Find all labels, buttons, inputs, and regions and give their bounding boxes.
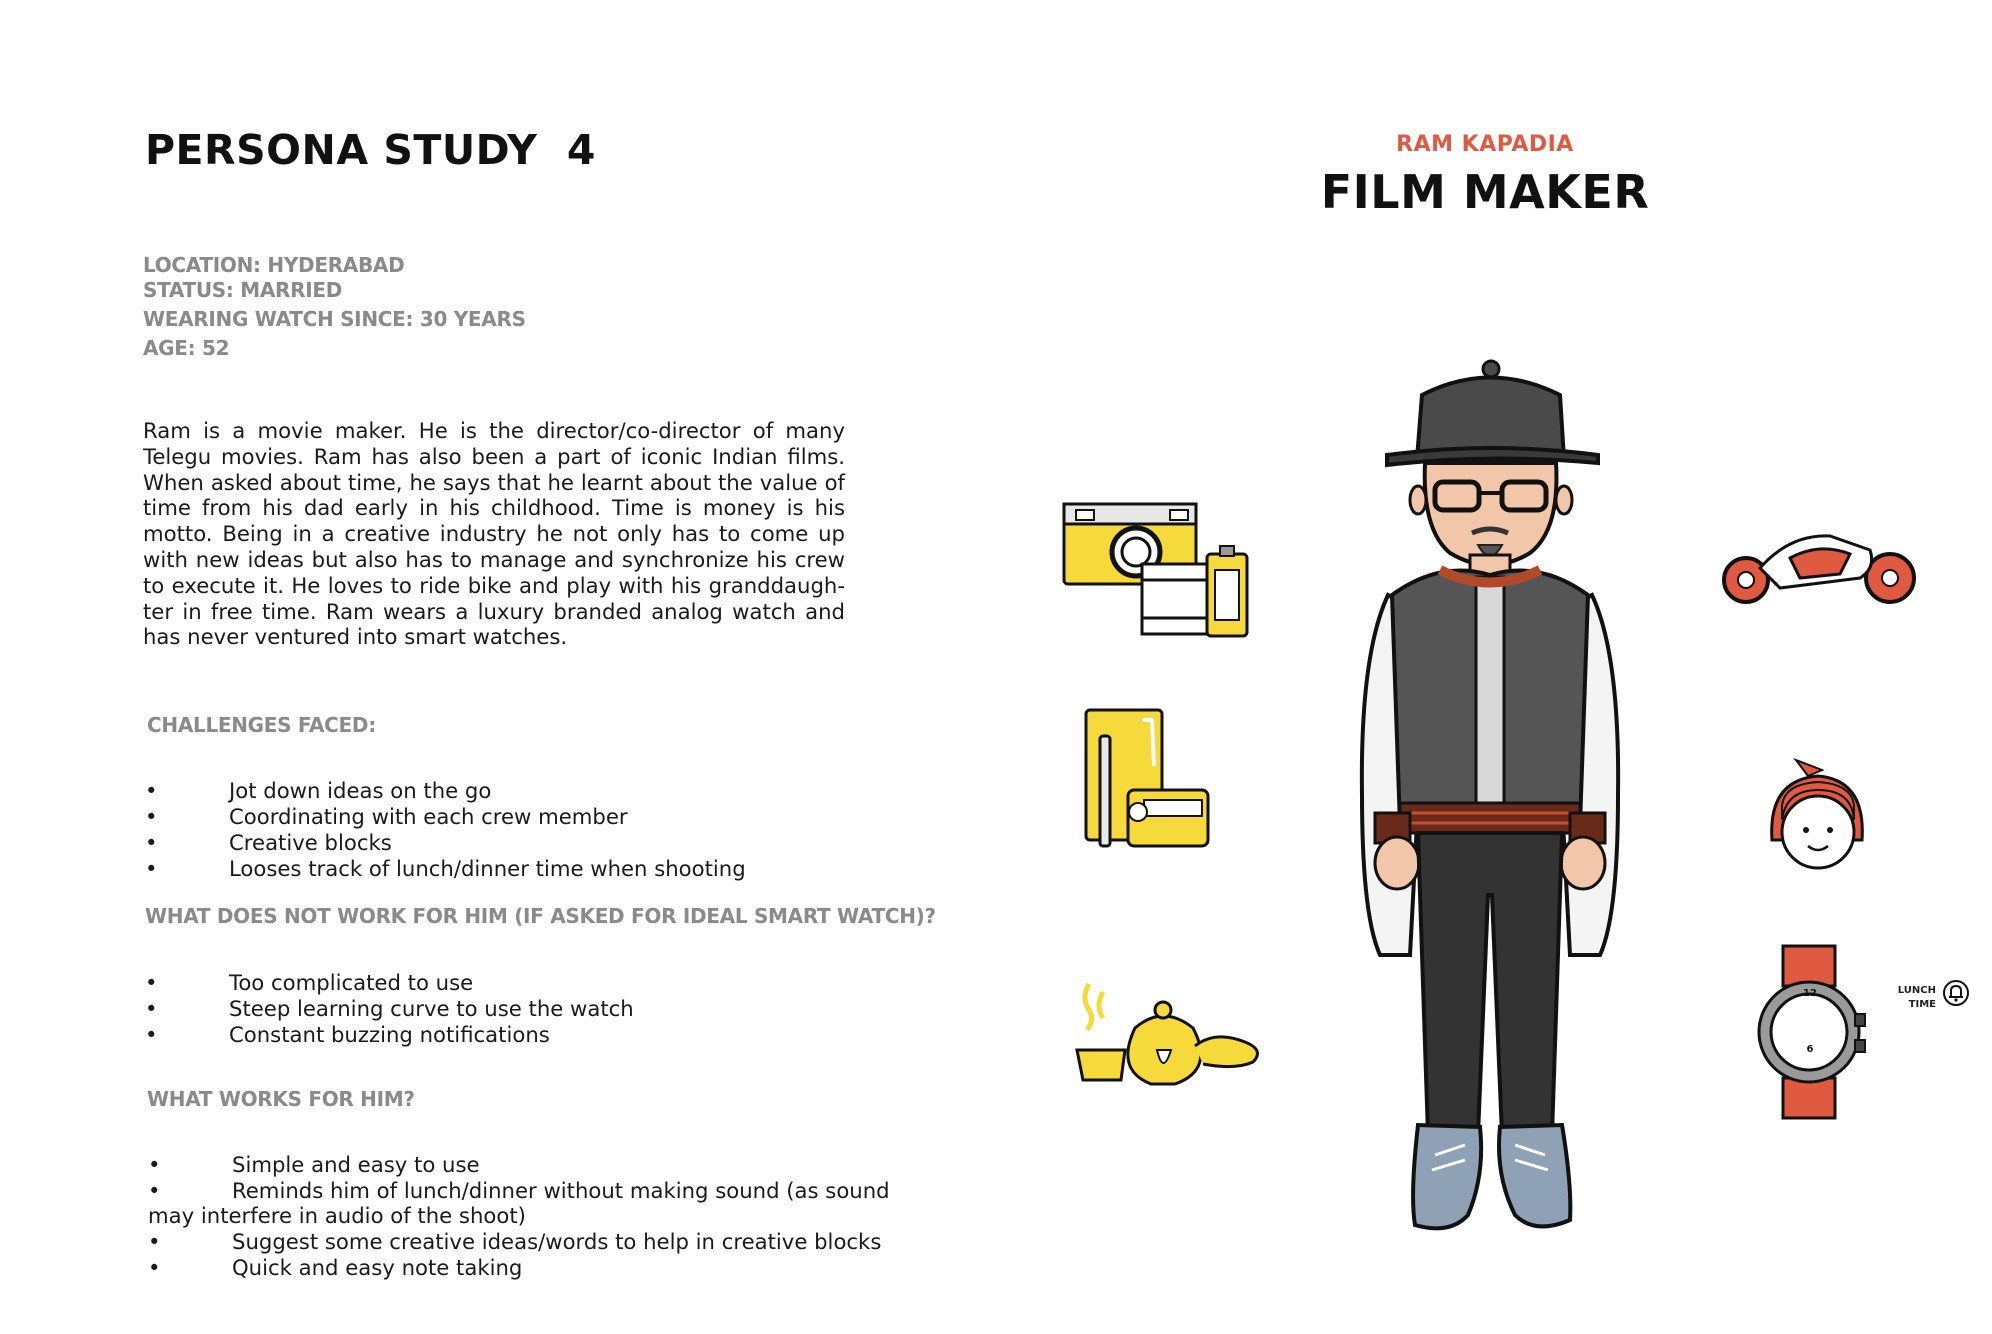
motorbike-icon bbox=[1720, 528, 1920, 608]
watch-since-label: WEARING WATCH SINCE: 30 YEARS bbox=[143, 307, 526, 331]
film-maker-illustration bbox=[1340, 355, 1640, 1250]
notebook-pen-icon bbox=[1082, 706, 1212, 851]
challenges-list: • Jot down ideas on the go • Coordinating with each crew member • Creative blocks • Looses track of lunch/dinner time when shooting bbox=[145, 778, 746, 881]
age-label: AGE: 52 bbox=[143, 336, 230, 360]
watch-dial-6: 6 bbox=[1806, 1044, 1814, 1055]
location-label: LOCATION: HYDERABAD bbox=[143, 253, 405, 277]
status-label: STATUS: MARRIED bbox=[143, 278, 343, 302]
list-item-continuation: may interfere in audio of the shoot) bbox=[148, 1203, 526, 1228]
granddaughter-icon bbox=[1766, 750, 1870, 884]
persona-role: FILM MAKER bbox=[1320, 165, 1650, 219]
works-heading: WHAT WORKS FOR HIM? bbox=[147, 1087, 415, 1111]
not-working-list: • Too complicated to use • Steep learning curve to use the watch • Constant buzzing notifications bbox=[145, 970, 634, 1047]
teapot-icon bbox=[1075, 980, 1265, 1088]
challenges-heading: CHALLENGES FACED: bbox=[147, 713, 376, 737]
bio-paragraph: Ram is a movie maker. He is the director/co-director of many Telegu movies. Ram has also been a part of iconic Indian films. When asked about time, he says that he learnt about the value of time from his dad early in his childhood. Time is money is his motto. Being in a creative industry he not only has to come up with new ideas but also has to manage and synchronize his crew to execute it. He loves to ride bike and play with his granddaugh-ter in free time. Ram wears a luxury branded analog watch and has never ventured into smart watches. bbox=[143, 418, 845, 650]
camera-film-icon bbox=[1062, 500, 1252, 640]
watch-dial-12: 12 bbox=[1803, 988, 1817, 999]
lunch-time-label bbox=[1880, 984, 1936, 1012]
persona-name: RAM KAPADIA bbox=[1396, 132, 1574, 157]
lunch-label-line2: TIME bbox=[1908, 999, 1936, 1010]
works-list: • Simple and easy to use • Reminds him of lunch/dinner without making sound (as sound may interfere in audio of the shoot) • Suggest some creative ideas/words to help in creative blocks • Quick and easy note taking bbox=[148, 1152, 890, 1280]
watch-icon bbox=[1755, 944, 1867, 1120]
page-title: PERSONA STUDY 4 bbox=[145, 126, 596, 174]
bell-icon bbox=[1942, 979, 1970, 1007]
not-working-heading: WHAT DOES NOT WORK FOR HIM (IF ASKED FOR IDEAL SMART WATCH)? bbox=[145, 904, 936, 928]
lunch-label-line1: LUNCH bbox=[1897, 985, 1936, 996]
